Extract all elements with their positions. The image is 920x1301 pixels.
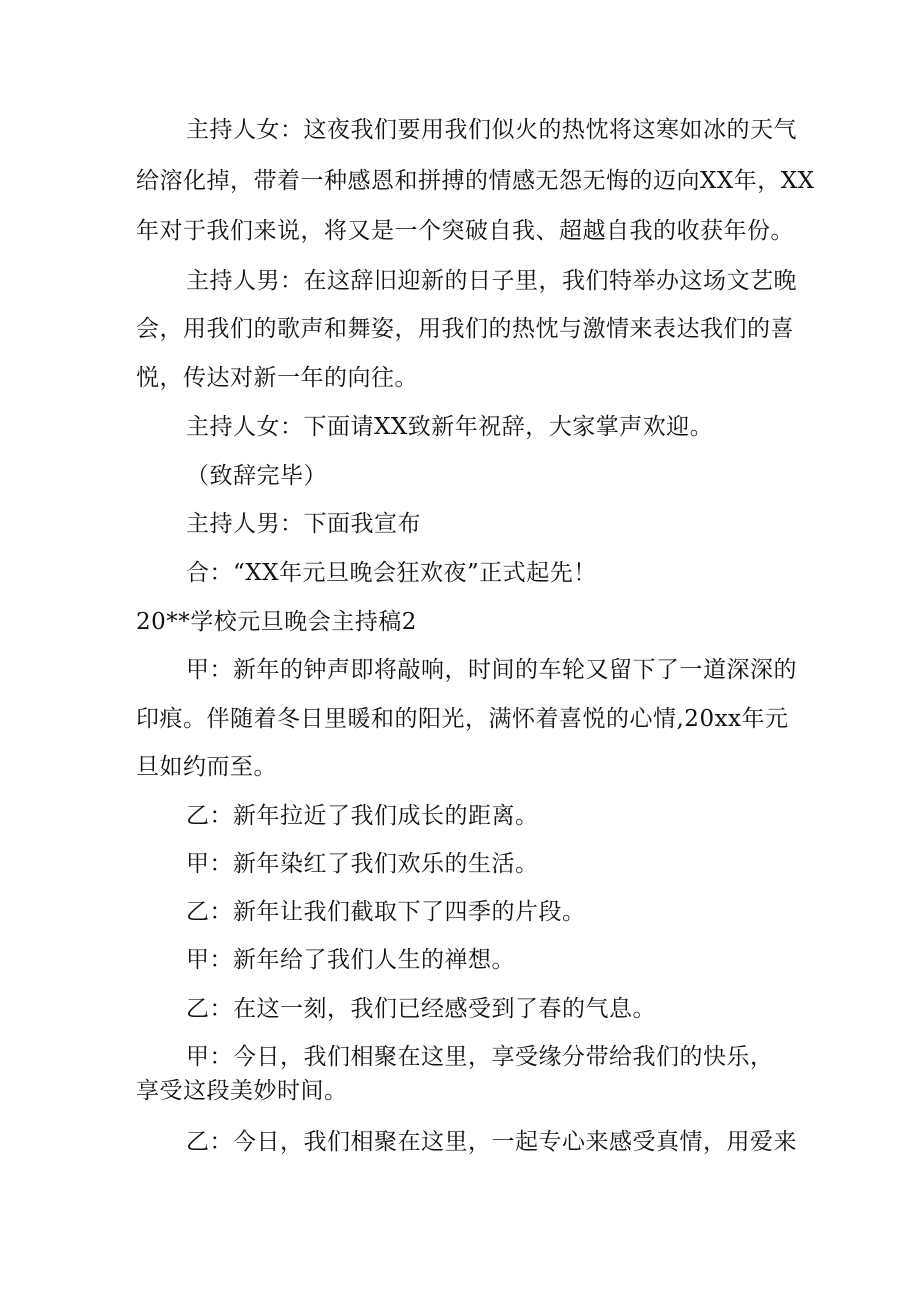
paragraph-line: 会，用我们的歌声和舞姿，用我们的热忱与激情来表达我们的喜 [136, 316, 794, 342]
paragraph-line: （致辞完毕） [186, 463, 327, 489]
paragraph-line: 给溶化掉，带着一种感恩和拼搏的情感无怨无悔的迈向XX年，XX [136, 168, 815, 194]
paragraph-line: 甲：新年的钟声即将敲响，时间的车轮又留下了一道深深的 [186, 657, 797, 683]
paragraph-line: 合：“XX年元旦晚会狂欢夜”正式起先！ [186, 560, 597, 586]
paragraph-line: 主持人女：下面请XX致新年祝辞，大家掌声欢迎。 [186, 414, 714, 440]
section-heading: 20**学校元旦晚会主持稿2 [136, 609, 417, 635]
paragraph-line: 享受这段美妙时间。 [136, 1078, 348, 1104]
paragraph-line: 甲：新年染红了我们欢乐的生活。 [186, 851, 539, 877]
paragraph-line: 旦如约而至。 [136, 754, 277, 780]
paragraph-line: 主持人女：这夜我们要用我们似火的热忱将这寒如冰的天气 [186, 117, 797, 143]
paragraph-line: 甲：新年给了我们人生的禅想。 [186, 947, 515, 973]
paragraph-line: 乙：新年让我们截取下了四季的片段。 [186, 899, 586, 925]
paragraph-line: 印痕。伴随着冬日里暖和的阳光，满怀着喜悦的心情,20xx年元 [136, 706, 789, 732]
paragraph-line: 甲：今日，我们相聚在这里，享受缘分带给我们的快乐， [186, 1044, 774, 1070]
paragraph-line: 乙：新年拉近了我们成长的距离。 [186, 803, 539, 829]
paragraph-line: 主持人男：在这辞旧迎新的日子里，我们特举办这场文艺晚 [186, 268, 797, 294]
paragraph-line: 主持人男：下面我宣布 [186, 511, 421, 537]
paragraph-line: 乙：在这一刻，我们已经感受到了春的气息。 [186, 996, 656, 1022]
paragraph-line: 悦，传达对新一年的向往。 [136, 365, 418, 391]
paragraph-line: 年对于我们来说，将又是一个突破自我、超越自我的收获年份。 [136, 218, 794, 244]
paragraph-line: 乙：今日，我们相聚在这里，一起专心来感受真情，用爱来 [186, 1129, 797, 1155]
